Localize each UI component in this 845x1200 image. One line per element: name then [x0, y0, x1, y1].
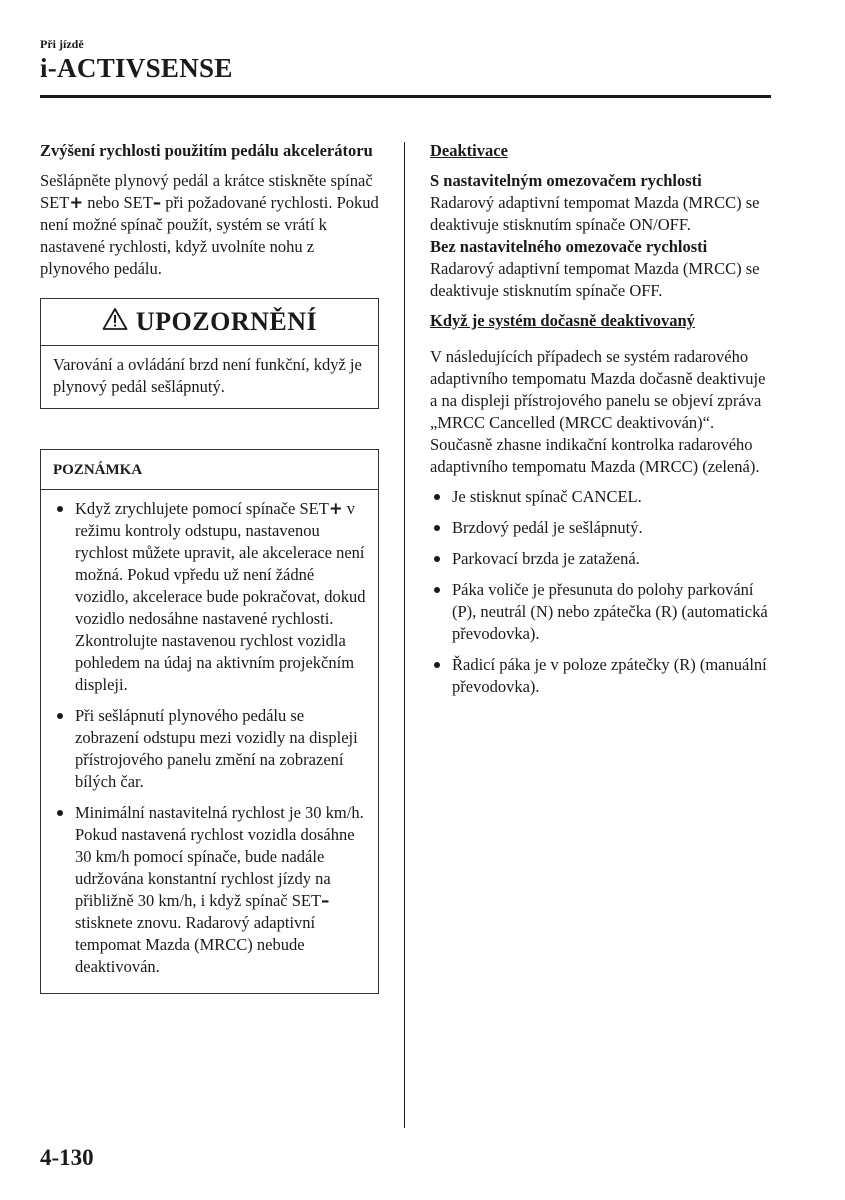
- list-item: Je stisknut spínač CANCEL.: [430, 486, 775, 508]
- deactivation-heading: Deaktivace: [430, 141, 508, 160]
- list-item: Brzdový pedál je sešlápnutý.: [430, 517, 775, 539]
- temporary-deactivation-heading: Když je systém dočasně deaktivovaný: [430, 311, 695, 330]
- list-item: Řadicí páka je v poloze zpátečky (R) (manuální převodovka).: [430, 654, 775, 698]
- section-heading-acceleration: Zvýšení rychlosti použitím pedálu akcelerátoru: [40, 141, 373, 160]
- without-limiter-heading: Bez nastavitelného omezovače rychlosti: [430, 237, 708, 256]
- minus-symbol: –: [152, 193, 162, 212]
- column-divider: [404, 142, 405, 1128]
- warning-triangle-icon: [102, 307, 128, 337]
- plus-symbol: +: [69, 193, 84, 212]
- note-box: [40, 449, 379, 994]
- page-title: i-ACTIVSENSE: [40, 53, 233, 83]
- caution-title: UPOZORNĚNÍ: [135, 307, 318, 336]
- temporary-deactivation-text: V následujících případech se systém radarového adaptivního tempomatu Mazda dočasně deaktivuje a na displeji přístrojového panelu se objeví zpráva „MRCC Cancelled (MRCC deaktivován)“. Současně zhasne indikační kontrolka radarového adaptivního tempomatu Mazda (MRCC) (zelená).: [430, 347, 766, 476]
- right-column: [430, 140, 775, 707]
- intro-paragraph: Sešlápněte plynový pedál a krátce stiskněte spínač SET+ nebo SET– při požadované rychlosti. Pokud není možné spínač použít, systém se vrátí k nastavené rychlosti, když uvolníte nohu z plynového pedálu.: [40, 171, 379, 278]
- list-item: Parkovací brzda je zatažená.: [430, 548, 775, 570]
- plus-symbol: +: [328, 499, 343, 518]
- list-item: Páka voliče je přesunuta do polohy parkování (P), neutrál (N) nebo zpátečka (R) (automatická převodovka).: [430, 579, 775, 645]
- page-number: 4-130: [40, 1145, 94, 1170]
- title-rule: [40, 95, 771, 98]
- caution-box: [40, 298, 379, 409]
- breadcrumb: Při jízdě: [40, 37, 84, 51]
- left-column: [40, 140, 385, 994]
- caution-text: Varování a ovládání brzd není funkční, když je plynový pedál sešlápnutý.: [53, 355, 362, 396]
- note-title: POZNÁMKA: [41, 450, 378, 490]
- without-limiter-text: Radarový adaptivní tempomat Mazda (MRCC) se deaktivuje stisknutím spínače OFF.: [430, 259, 760, 300]
- note-item: Minimální nastavitelná rychlost je 30 km/h. Pokud nastavená rychlost vozidla dosáhne 30 km/h pomocí spínače, bude nadále udržována konstantní rychlost jízdy na přibližně 30 km/h, i když spínač SET– stisknete znovu. Radarový adaptivní tempomat Mazda (MRCC) nebude deaktivován.: [53, 802, 366, 978]
- note-item: Když zrychlujete pomocí spínače SET+ v režimu kontroly odstupu, nastavenou rychlost můžete upravit, ale akcelerace není možná. Pokud vpředu už není žádné vozidlo, akcelerace bude pokračovat, dokud vozidlo nedosáhne nastavené rychlosti. Zkontrolujte nastavenou rychlost vozidla pohledem na údaj na aktivním projekčním displeji.: [53, 498, 366, 696]
- note-item: Při sešlápnutí plynového pedálu se zobrazení odstupu mezi vozidly na displeji přístrojového panelu změní na zobrazení bílých čar.: [53, 705, 366, 793]
- caution-header: [41, 299, 378, 346]
- with-limiter-heading: S nastavitelným omezovačem rychlosti: [430, 171, 702, 190]
- minus-symbol: –: [321, 891, 330, 910]
- with-limiter-text: Radarový adaptivní tempomat Mazda (MRCC) se deaktivuje stisknutím spínače ON/OFF.: [430, 193, 760, 234]
- condition-list: [430, 486, 775, 698]
